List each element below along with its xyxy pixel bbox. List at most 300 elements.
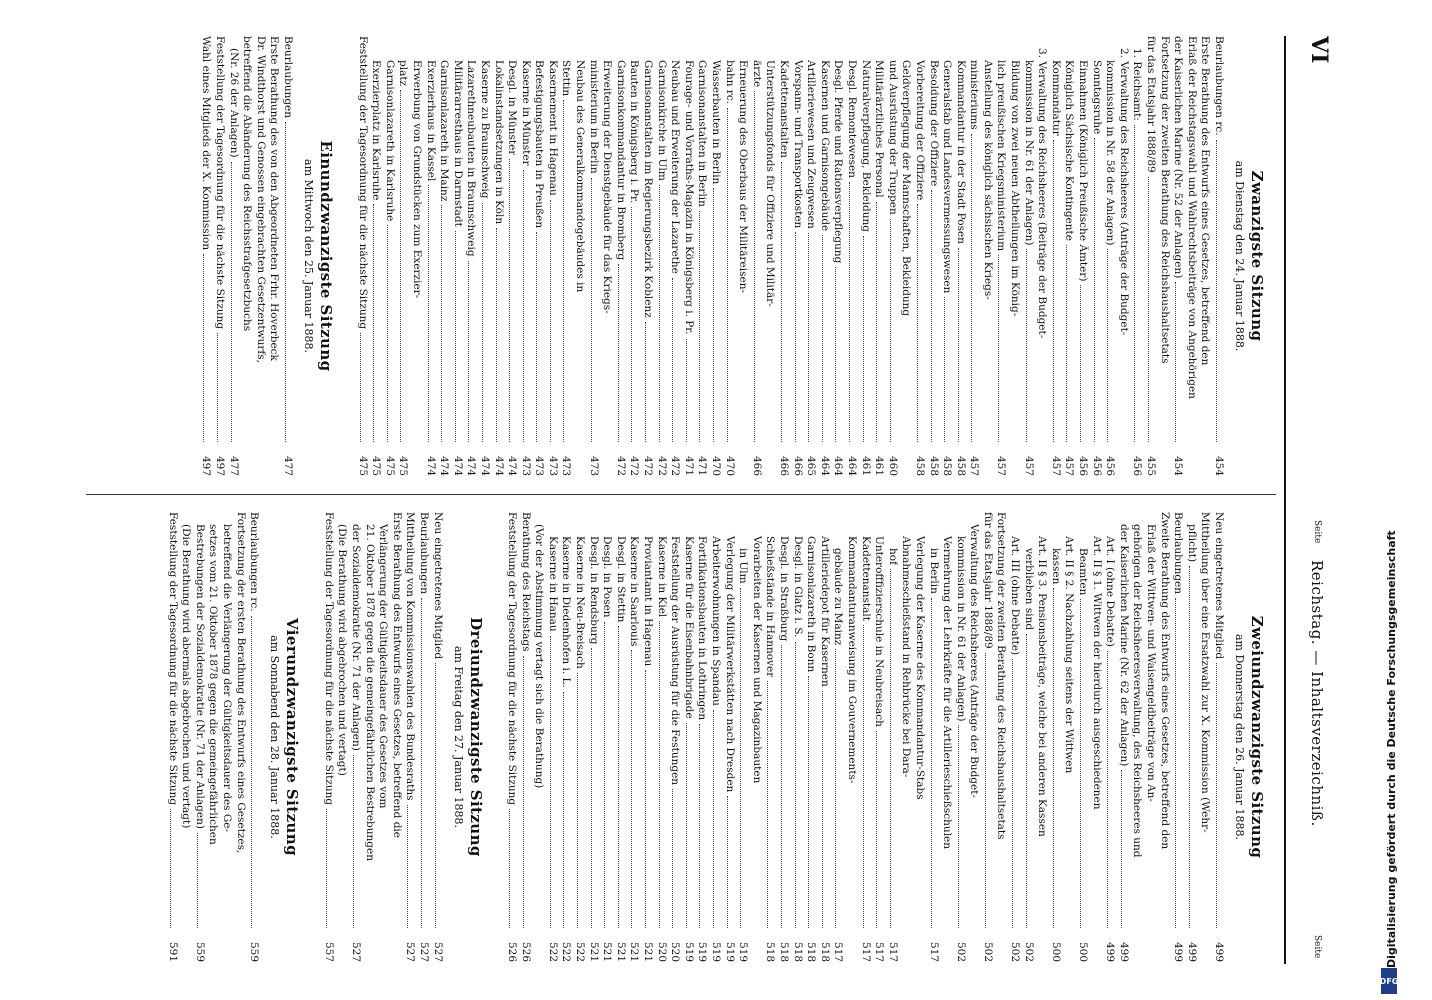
dot-leader [808, 676, 809, 928]
toc-entry-text: Bestrebungen der Sozialdemokratie (Nr. 71 der Anlagen) [193, 524, 206, 829]
toc-page-number: 454 [1213, 455, 1225, 476]
toc-entry [858, 512, 872, 962]
page-title: Reichstag. — Inhaltsverzeichniß. [1308, 560, 1326, 827]
toc-page-number: 474 [424, 455, 437, 476]
dot-leader [631, 207, 632, 442]
toc-entry-text: in Berlin [927, 548, 940, 594]
toc-entry [1021, 512, 1035, 962]
toc-page-number: 458 [927, 455, 940, 476]
toc-entry-text: Garnisonlazareth in Bonn [805, 536, 818, 673]
toc-entry-text: Zweite Berathung des Entwurfs eines Gesetzes, betreffend den [1158, 512, 1171, 850]
dot-leader [999, 255, 1000, 442]
toc-page-number: 456 [1131, 455, 1144, 476]
dot-leader [835, 649, 836, 928]
toc-entry [240, 36, 254, 476]
toc-entry-text: Art. II § 1. Wittwen der hierdurch ausgeschiedenen [1090, 536, 1103, 810]
toc-entry [1157, 512, 1171, 962]
toc-entry-text: Anstellung des königlich sächsischen Kriegs- [981, 60, 994, 300]
toc-entry-text: pflicht) [1185, 524, 1198, 563]
dot-leader [645, 322, 646, 442]
toc-entry [1008, 512, 1022, 962]
toc-entry-text: Sonntagsruhe [1090, 60, 1103, 135]
toc-entry-text: Fortsetzung der zweiten Berathung des Reichshaushaltsetats [995, 512, 1008, 840]
dot-leader [1066, 245, 1067, 442]
dot-leader [251, 616, 252, 928]
toc-entry-text: Erste Berathung des Entwurfs eines Gesetzes, betreffend den [1199, 36, 1212, 366]
dot-leader [197, 833, 198, 928]
dfg-logo-icon: DFG [1381, 968, 1397, 994]
dot-leader [740, 588, 741, 928]
toc-entry-text: Art. III (ohne Debatte) [1009, 536, 1022, 656]
dot-leader [754, 91, 755, 442]
dot-leader [1175, 598, 1176, 928]
dot-leader [550, 200, 551, 442]
toc-page-number: 526 [506, 941, 519, 962]
dot-leader [659, 621, 660, 928]
toc-entry-text: Kommandanturanweisung im Gouvernements- [845, 536, 858, 784]
toc-entry-text: der Kaiserlichen Marine (Nr. 52 der Anlagen) [1172, 36, 1185, 279]
toc-page-number: 457 [1063, 455, 1076, 476]
toc-entry [409, 36, 423, 476]
dot-leader [1189, 566, 1190, 928]
toc-entry-text: (Die Berathung wird abgebrochen und vertagt) [336, 524, 349, 776]
toc-entry [940, 36, 954, 476]
toc-entry-text: für das Etatsjahr 1888/89 [1145, 36, 1158, 173]
dot-leader [1216, 140, 1217, 442]
toc-entry [681, 36, 695, 476]
toc-entry [885, 512, 899, 962]
toc-entry-text: setzes vom 21. Oktober 1878 gegen die gemeingefährlichen [207, 524, 220, 845]
toc-page-number: 460 [886, 455, 899, 476]
toc-entry [586, 512, 600, 962]
toc-page-number: 499 [1185, 941, 1198, 962]
toc-entry-text: Beurlaubungen rc. [1213, 36, 1225, 136]
toc-entry-text: der Kaiserlichen Marine (Nr. 62 der Anlagen) [1117, 524, 1130, 767]
dot-leader [808, 233, 809, 442]
toc-entry [1103, 512, 1117, 962]
dot-leader [577, 673, 578, 928]
toc-page-number: 500 [1049, 941, 1062, 962]
toc-entry-text: gebäude zu Mainz [832, 548, 845, 646]
toc-page-number: 473 [587, 455, 600, 476]
toc-entry [362, 512, 376, 962]
toc-entry-text: platz [397, 60, 410, 87]
toc-entry [885, 36, 899, 476]
toc-entry [953, 512, 967, 962]
dot-leader [1026, 249, 1027, 442]
toc-entry-text: kommission in Nr. 61 der Anlagen) [1022, 60, 1035, 246]
toc-entry [1062, 36, 1076, 476]
toc-entry [736, 512, 750, 962]
toc-page-number: 474 [478, 455, 491, 476]
session-heading: Zweiundzwanzigste Sitzung [1248, 615, 1266, 859]
dot-leader [604, 622, 605, 928]
toc-entry [695, 512, 709, 962]
toc-entry-text: hof [886, 548, 899, 565]
toc-page-number: 457 [968, 455, 981, 476]
toc-page-number: 473 [519, 455, 532, 476]
toc-entry [763, 512, 777, 962]
toc-entry [450, 36, 464, 476]
toc-entry-text: Unterstützungsfonds für Offiziere und Militär- [764, 60, 777, 307]
toc-entry-text: Fourage- und Vorraths-Magazin in Königsberg i. Pr. [682, 60, 695, 335]
dot-leader [672, 278, 673, 442]
toc-page-number: 497 [214, 455, 227, 476]
toc-entry-text: Erwerbung von Grundstücken zum Exerzier- [410, 60, 423, 299]
toc-entry [1198, 512, 1212, 962]
toc-page-number: 473 [533, 455, 546, 476]
toc-entry-text: Lokalinstandsetzungen in Köln [492, 60, 505, 225]
toc-entry [627, 36, 641, 476]
toc-entry [899, 36, 913, 476]
toc-entry [776, 36, 790, 476]
toc-page-number: 497 [200, 455, 213, 476]
session-heading: Vierundzwanzigste Sitzung [283, 618, 302, 856]
toc-page-number: 499 [1213, 941, 1225, 962]
toc-entry [668, 512, 682, 962]
toc-entry-text: Vorarbeiten der Kasernen und Magazinbauten [750, 536, 763, 784]
toc-entry-text: in Ulm [737, 548, 750, 584]
toc-entry [831, 512, 845, 962]
dot-leader [231, 162, 232, 442]
dot-leader [1134, 125, 1135, 442]
toc-entry [423, 36, 437, 476]
toc-page-number: 466 [778, 455, 790, 476]
toc-entry [872, 512, 886, 962]
dot-leader [1012, 659, 1013, 928]
dot-leader [468, 261, 469, 442]
toc-entry [980, 512, 994, 962]
toc-entry-text: Abnahmeschießstand in Rehbrücke bei Dara- [900, 536, 913, 778]
toc-entry [817, 36, 831, 476]
toc-entry-text: Desgl. Remontewesen [845, 60, 858, 178]
toc-entry [912, 512, 926, 962]
toc-entry-text: Desgl. in Posen [601, 536, 614, 618]
toc-entry [749, 512, 763, 962]
toc-entry [1075, 512, 1089, 962]
toc-entry [844, 512, 858, 962]
dot-leader [618, 264, 619, 442]
toc-entry [464, 36, 478, 476]
toc-page-number: 518 [764, 941, 777, 962]
toc-entry [226, 36, 240, 476]
toc-entry [416, 512, 430, 962]
section-gap [345, 36, 355, 476]
toc-entry-text: Unterofffizierschule in Neubreisach [873, 536, 886, 727]
toc-page-number: 519 [710, 941, 723, 962]
toc-page-number: 520 [655, 941, 668, 962]
toc-entry [348, 512, 362, 962]
toc-entry [219, 512, 233, 962]
toc-entry-text: Kaserne in Kiel [655, 536, 668, 618]
toc-page-number: 522 [560, 941, 573, 962]
toc-entry-text: Vermehrung der Lehrkräfte für die Artillerieschießschulen [941, 536, 954, 850]
toc-entry-text: Wahl eines Mitglieds der X. Kommission [200, 36, 213, 251]
toc-entry-text: gehörigen der Reichsheeresverwaltung, des Reichsheeres und [1131, 524, 1144, 858]
toc-entry [491, 36, 505, 476]
toc-entry [165, 512, 179, 962]
seite-label-right: Seite [1312, 935, 1322, 959]
dot-leader [509, 809, 510, 928]
toc-entry-closing [355, 36, 369, 476]
toc-page-number: 527 [349, 941, 362, 962]
toc-entry [749, 36, 763, 476]
toc-entry-text: Verwaltung des Reichsheeres (Anträge der Budget- [968, 524, 981, 798]
toc-entry-text: Naturalverpflegung, Bekleidung [859, 60, 872, 233]
toc-page-number: 519 [737, 941, 750, 962]
toc-entry [403, 512, 417, 962]
toc-entry-text: Kaserne für die Eisenbahnbrigade [682, 536, 695, 719]
toc-entry-text: 2. Verwaltung des Reichsheeres (Anträge der Budget- [1117, 48, 1130, 336]
toc-page-number: 502 [954, 941, 967, 962]
dot-leader [523, 656, 524, 928]
dot-leader [482, 203, 483, 442]
toc-entry [1130, 36, 1144, 476]
toc-entry [844, 36, 858, 476]
toc-entry-text: Kasernen und Garnisongebäude [818, 60, 831, 232]
toc-entry [179, 512, 193, 962]
toc-entry [613, 512, 627, 962]
toc-entry [545, 36, 559, 476]
toc-page-number: 475 [383, 455, 396, 476]
toc-entry-text: Arbeiterwohnungen in Spandau [710, 536, 723, 706]
toc-entry-text: 1. Reichsamt: [1131, 48, 1144, 121]
dot-leader [713, 188, 714, 442]
toc-entry-text: Neu eingetretenes Mitglied [431, 512, 444, 660]
toc-page-number: 502 [981, 941, 994, 962]
toc-entry [1089, 36, 1103, 476]
toc-page-number: 461 [873, 455, 886, 476]
dot-leader [822, 691, 823, 928]
toc-entry [518, 36, 532, 476]
dot-leader [170, 809, 171, 928]
toc-entry [763, 36, 777, 476]
dot-leader [326, 809, 327, 928]
toc-page-number: 521 [628, 941, 641, 962]
toc-entry [1171, 36, 1185, 476]
dot-leader [699, 724, 700, 928]
toc-page-number: 517 [859, 941, 872, 962]
toc-entry-text: Kaserne zu Braunschweig [478, 60, 491, 199]
toc-entry [708, 512, 722, 962]
toc-entry-text: Mittheilung von Kommissionswahlen des Bundesraths [404, 512, 417, 801]
dot-leader [767, 681, 768, 928]
toc-page-number: 526 [519, 941, 532, 962]
toc-entry-text: Dr. Windthorst und Genossen eingebrachten Gesetzentwurfs, [254, 36, 267, 364]
toc-entry-text: Art. I (ohne Debatte) [1104, 536, 1117, 647]
dot-leader [407, 805, 408, 929]
header-rule [1284, 36, 1286, 964]
toc-entry [477, 36, 491, 476]
dot-leader [659, 185, 660, 442]
toc-entry [668, 36, 682, 476]
toc-entry [681, 512, 695, 962]
toc-entry [967, 512, 981, 962]
dot-leader [285, 122, 286, 442]
toc-entry [654, 512, 668, 962]
dot-leader [496, 228, 497, 442]
toc-page-number: 518 [818, 941, 831, 962]
dot-leader [441, 205, 442, 442]
toc-entry [396, 36, 410, 476]
toc-entry-text: Kaserne in Münster [519, 60, 532, 166]
dot-leader [1080, 599, 1081, 928]
toc-page-number: 470 [723, 455, 736, 476]
toc-entry [430, 512, 444, 962]
toc-page-number: 455 [1145, 455, 1158, 476]
session-date: am Freitag den 27. Januar 1888. [451, 646, 465, 828]
toc-entry-text: für das Etatsjahr 1888/89 [981, 512, 994, 649]
toc-entry-text: Beurlaubungen [1172, 512, 1185, 595]
dot-leader [1053, 140, 1054, 442]
toc-entry-text: Feststellung der Tagesordnung für die nächste Sitzung [166, 512, 179, 806]
toc-entry [1116, 36, 1130, 476]
toc-entry-text: 3. Verwaltung des Reichsheeres (Beiträge der Budget- [1036, 48, 1049, 339]
toc-entry-text: Feststellung der Tagesordnung für die nächste Sitzung [506, 512, 519, 806]
toc-entry-text: Verlegung der Militärwerkstätten nach Dresden [723, 536, 736, 793]
dot-leader [931, 190, 932, 442]
toc-entry [335, 512, 349, 962]
toc-entry [600, 36, 614, 476]
toc-page-number: 591 [166, 941, 179, 962]
toc-entry [1211, 36, 1225, 476]
toc-entry-text: ministerium in Berlin [587, 60, 600, 174]
dot-leader [618, 626, 619, 928]
toc-page-number: 474 [465, 455, 478, 476]
session-date: am Donnerstag den 26. Januar 1888. [1233, 633, 1246, 841]
toc-entry-text: Garnisonanstalten im Regierungsbezirk Koblenz [642, 60, 655, 318]
toc-entry-text: Königlich Sächsische Kontingente [1063, 60, 1076, 241]
toc-entry [940, 512, 954, 962]
toc-page-number: 522 [546, 941, 559, 962]
toc-entry [389, 512, 403, 962]
toc-page-number: 527 [404, 941, 417, 962]
toc-entry-text: Feststellung der Tagesordnung für die nächste Sitzung [356, 36, 369, 330]
dot-leader [455, 231, 456, 442]
dot-leader [523, 170, 524, 442]
toc-entry [1048, 36, 1062, 476]
dot-leader [822, 235, 823, 442]
toc-page-number: 473 [560, 455, 573, 476]
toc-entry-text: kommission in Nr. 58 der Anlagen) [1104, 60, 1117, 246]
toc-entry [967, 36, 981, 476]
toc-entry [994, 512, 1008, 962]
toc-page-number: 522 [574, 941, 587, 962]
toc-page-number: 519 [723, 941, 736, 962]
toc-entry [627, 512, 641, 962]
toc-entry-text: Feststellung der Tagesordnung für die nächste Sitzung [322, 512, 335, 806]
session-date: am Sonnabend den 28. Januar 1888. [268, 635, 282, 839]
toc-entry [804, 36, 818, 476]
toc-entry-text: Garnisonlazareth in Mainz [438, 60, 451, 202]
toc-entry-text: Wasserbauten in Berlin [710, 60, 723, 185]
toc-entry [382, 36, 396, 476]
toc-entry-text: Generalstab und Landesvermessungswesen [941, 60, 954, 294]
dot-leader [564, 692, 565, 928]
toc-entry [980, 36, 994, 476]
toc-entry-text: Befestigungsbauten in Preußen [533, 60, 546, 229]
toc-page-number: 472 [669, 455, 682, 476]
toc-entry-text: betreffend die Verlängerung der Gültigkeitsdauer des Ge- [221, 524, 233, 833]
toc-page-number: 519 [682, 941, 695, 962]
session-date: am Mittwoch den 25. Januar 1888. [302, 159, 315, 353]
toc-entry-text: Kommandantur in der Stadt Posen [954, 60, 967, 244]
toc-entry [1089, 512, 1103, 962]
toc-entry-text: Kasernement in Hagenau [546, 60, 559, 196]
toc-page-number: 520 [669, 941, 682, 962]
toc-entry-text: Kommandatur [1049, 60, 1062, 136]
toc-page-number: 519 [696, 941, 709, 962]
toc-page-number: 465 [805, 455, 818, 476]
toc-entry-text: Kaserne in Diedenhofen i. L. [560, 536, 573, 688]
toc-page-number: 456 [1090, 455, 1103, 476]
toc-entry-text: Desgl. in Rendsburg [587, 536, 600, 645]
dot-leader [876, 202, 877, 442]
session-heading: Zwanzigste Sitzung [1248, 170, 1266, 342]
toc-page-number: 477 [227, 455, 240, 476]
toc-entry [192, 512, 206, 962]
toc-entry [437, 36, 451, 476]
toc-entry [1171, 512, 1185, 962]
toc-entry-text: bahn rc. [723, 60, 736, 105]
toc-entry-text: (Die Berathung wird abermals abgebrochen und vertagt) [180, 524, 193, 829]
dot-leader [971, 134, 972, 442]
toc-entry [212, 36, 226, 476]
toc-entry [926, 512, 940, 962]
dot-leader [727, 796, 728, 928]
toc-entry [640, 36, 654, 476]
toc-entry [912, 36, 926, 476]
toc-entry-text: Art. II § 2. Nachzahlung seitens der Wittwen [1063, 536, 1076, 774]
toc-page-number: 466 [791, 455, 804, 476]
toc-entry [654, 36, 668, 476]
dot-leader [1175, 282, 1176, 442]
toc-entry-text: kassen [1049, 548, 1062, 585]
toc-page-number: 472 [628, 455, 641, 476]
toc-entry-text: Beurlaubungen rc. [248, 512, 261, 612]
toc-page-number: 472 [614, 455, 627, 476]
dot-leader [421, 598, 422, 928]
dot-leader [1107, 249, 1108, 442]
toc-entry-text: ministeriums [968, 60, 981, 130]
toc-entry-text: Desgl. Pferde und Rationsverpflegung [832, 60, 845, 264]
dot-leader [686, 723, 687, 928]
toc-entry-text: Lazarethneubauten in Braunschweig [465, 60, 478, 257]
toc-entry-text: Vorbereitung der Offiziere [913, 60, 926, 201]
dot-leader [795, 642, 796, 928]
toc-entry-text: 21. Oktober 1878 gegen die gemeingefährlichen Bestrebungen [363, 524, 376, 861]
toc-entry [872, 36, 886, 476]
toc-entry-text: Kaserne in Neu-Breisach [574, 536, 587, 669]
toc-entry [817, 512, 831, 962]
toc-page-number: 521 [614, 941, 627, 962]
toc-entry-text: Militärarresthaus in Darmstadt [451, 60, 464, 227]
toc-entry-text: Art. II § 3. Pensionsbeiträge, welche bei anderen Kassen [1036, 536, 1049, 837]
dot-leader [931, 598, 932, 928]
toc-entry [376, 512, 390, 962]
session-date: am Dienstag den 24. Januar 1888. [1233, 160, 1246, 352]
dot-leader [795, 232, 796, 442]
toc-page-number: 500 [1077, 941, 1090, 962]
dot-leader [876, 731, 877, 928]
dot-leader [1080, 285, 1081, 442]
toc-entry [559, 36, 573, 476]
toc-page-number: 461 [859, 455, 872, 476]
toc-entry-text: Erlaß der Reichstagswahl und Wahlrechtsbeiträge von Angehörigen [1185, 36, 1198, 399]
toc-page-number: 472 [655, 455, 668, 476]
dot-leader [509, 159, 510, 442]
toc-entry [858, 36, 872, 476]
